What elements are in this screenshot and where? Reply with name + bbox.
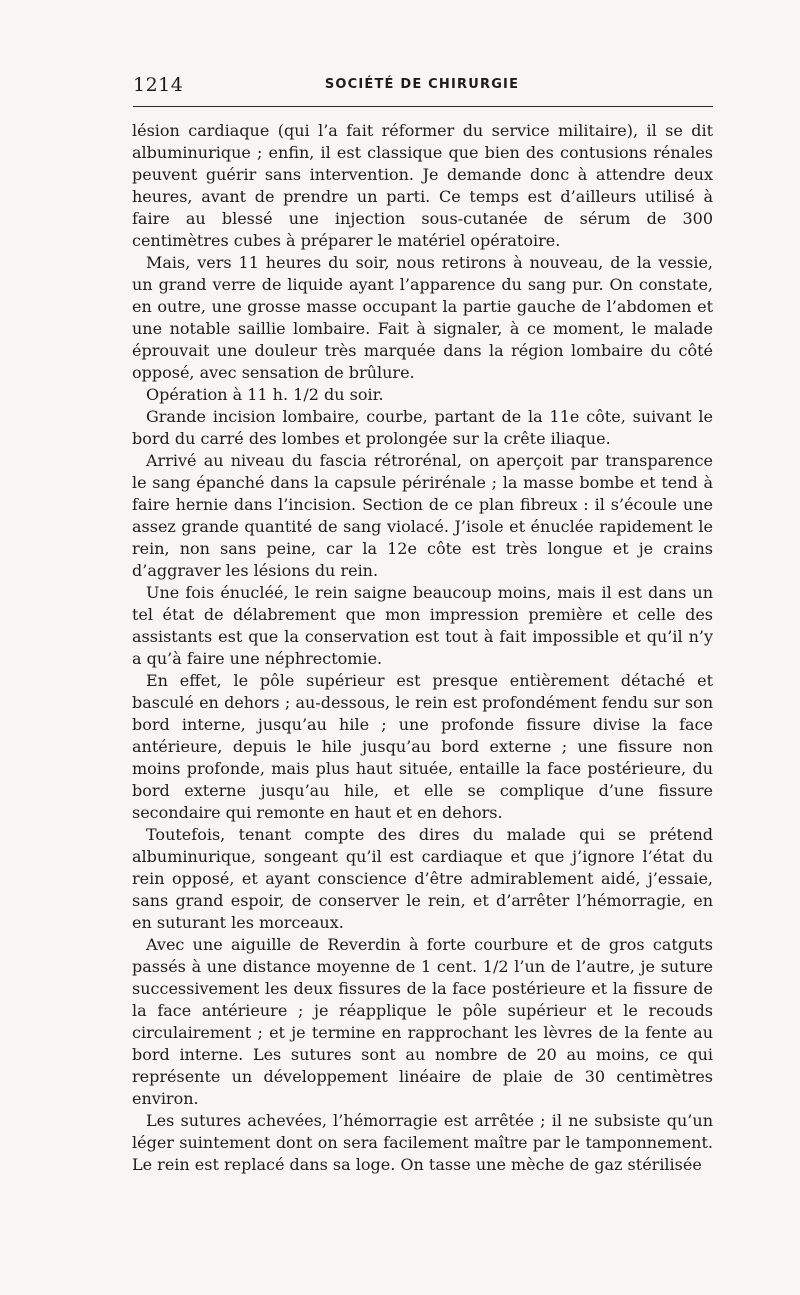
paragraph: Grande incision lombaire, courbe, partant de la 11e côte, suivant le bord du carré des lombes et prolongée sur la crête iliaque.: [132, 407, 713, 448]
page-number: 1214: [133, 74, 184, 96]
paragraph: En effet, le pôle supérieur est presque entièrement détaché et basculé en dehors ; au-dessous, le rein est profondément fendu sur son bord interne, jusqu’au hile ; une profonde fissure divise la face antérieure, depuis le hile jusqu’au bord externe ; une fissure non moins profonde, mais plus haut située, entaille la face postérieure, du bord externe jusqu’au hile, et elle se complique d’une fissure secondaire qui remonte en haut et en dehors.: [132, 671, 713, 822]
header-rule: [133, 106, 713, 107]
paragraph: Toutefois, tenant compte des dires du malade qui se prétend albuminurique, songeant qu’il est cardiaque et que j’ignore l’état du rein opposé, et ayant conscience d’être admirablement aidé, j’essaie, sans grand espoir, de conserver le rein, et d’arrêter l’hémorragie, en en suturant les morceaux.: [132, 825, 713, 932]
paragraph: Les sutures achevées, l’hémorragie est arrêtée ; il ne subsiste qu’un léger suintement dont on sera facilement maître par le tamponnement. Le rein est replacé dans sa loge. On tasse une mèche de gaz stérilisée: [132, 1111, 713, 1174]
page-header: [133, 74, 711, 98]
paragraph: Opération à 11 h. 1/2 du soir.: [146, 385, 384, 404]
paragraph: Mais, vers 11 heures du soir, nous retirons à nouveau, de la vessie, un grand verre de liquide ayant l’apparence du sang pur. On constate, en outre, une grosse masse occupant la partie gauche de l’abdomen et une notable saillie lombaire. Fait à signaler, à ce moment, le malade éprouvait une douleur très marquée dans la région lombaire du côté opposé, avec sensation de brûlure.: [132, 253, 713, 382]
paragraph: Avec une aiguille de Reverdin à forte courbure et de gros catguts passés à une distance moyenne de 1 cent. 1/2 l’un de l’autre, je suture successivement les deux fissures de la face postérieure et la fissure de la face antérieure ; je réapplique le pôle supérieur et le recouds circulairement ; et je termine en rapprochant les lèvres de la fente au bord interne. Les sutures sont au nombre de 20 au moins, ce qui représente un développement linéaire de plaie de 30 centimètres environ.: [132, 935, 713, 1108]
paragraph: Arrivé au niveau du fascia rétrorénal, on aperçoit par transparence le sang épanché dans la capsule périrénale ; la masse bombe et tend à faire hernie dans l’incision. Section de ce plan fibreux : il s’écoule une assez grande quantité de sang violacé. J’isole et énuclée rapidement le rein, non sans peine, car la 12e côte est très longue et je crains d’aggraver les lésions du rein.: [132, 451, 713, 580]
body-text: [132, 120, 713, 1176]
running-title: SOCIÉTÉ DE CHIRURGIE: [324, 77, 520, 92]
paragraph: Une fois énucléé, le rein saigne beaucoup moins, mais il est dans un tel état de délabrement que mon impression première et celle des assistants est que la conservation est tout à fait impossible et qu’il n’y a qu’à faire une néphrectomie.: [132, 583, 713, 668]
paragraph: lésion cardiaque (qui l’a fait réformer du service militaire), il se dit albuminurique ; enfin, il est classique que bien des contusions rénales peuvent guérir sans intervention. Je demande donc à attendre deux heures, avant de prendre un parti. Ce temps est d’ailleurs utilisé à faire au blessé une injection sous-cutanée de sérum de 300 centimètres cubes à préparer le matériel opératoire.: [132, 121, 713, 250]
